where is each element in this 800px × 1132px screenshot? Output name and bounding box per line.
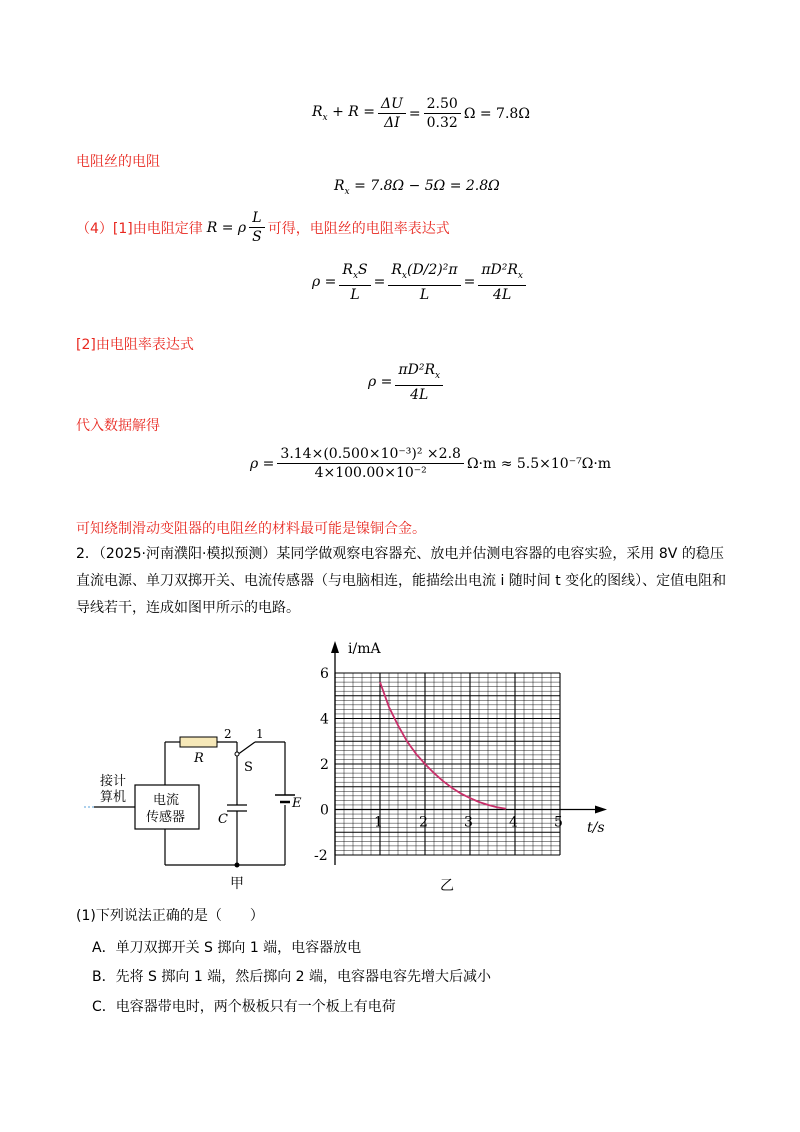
chart-caption: 乙 bbox=[440, 878, 454, 894]
switch-label: S bbox=[244, 760, 253, 775]
question-2 bbox=[76, 541, 736, 622]
sub-question-1: (1)下列说法正确的是（ ） bbox=[76, 908, 264, 924]
sensor-label-1: 电流 bbox=[153, 793, 180, 808]
x-axis-arrow bbox=[595, 806, 607, 814]
text-conclusion: 可知绕制滑动变阻器的电阻丝的材料最可能是镍铜合金。 bbox=[76, 521, 426, 537]
option-b[interactable]: B．先将 S 掷向 1 端，然后掷向 2 端，电容器电容先增大后减小 bbox=[92, 969, 492, 985]
terminal-1: 1 bbox=[256, 727, 264, 741]
eq1-rhs: Ω = 7.8Ω bbox=[463, 105, 530, 122]
eq1-den1: ΔI bbox=[384, 115, 400, 131]
equation-numeric: ρ = $\frac{\text{3.14×(0.500×10⁻³)² ×2.8}}{\text{4×100.00×10⁻²}}$ Ω·m ≈ 5.5×10⁻⁷Ω·m bbox=[250, 446, 612, 481]
eq1-den2: 0.32 bbox=[426, 115, 458, 131]
y-tick-label: -2 bbox=[314, 848, 328, 864]
equation-resistivity-derivation: ρ = $\frac{R_xS}{L}$ = $\frac{R_x(D/2)^2\pi}{L}$ = $\frac{\pi D^2R_x}{4L}$ bbox=[312, 262, 529, 303]
current-time-chart bbox=[300, 633, 620, 898]
equation-rx-plus-r: $R_x + R$ = $\frac{\Delta U}{\Delta I}$ = $\frac{2.50}{0.32}$ Ω = 7.8Ω bbox=[312, 96, 530, 131]
resistor-label: R bbox=[194, 751, 204, 766]
x-axis-label: t/s bbox=[587, 820, 605, 836]
circuit-caption: 甲 bbox=[230, 876, 244, 892]
eq1-num1: ΔU bbox=[378, 96, 406, 114]
x-tick-label: 3 bbox=[464, 814, 473, 831]
switch-pivot bbox=[235, 752, 239, 756]
y-tick-label: 2 bbox=[320, 757, 329, 773]
x-tick-label: 2 bbox=[419, 814, 428, 831]
x-tick-label: 4 bbox=[509, 814, 518, 831]
y-axis-arrow bbox=[331, 641, 339, 653]
y-tick-label: 6 bbox=[320, 666, 329, 682]
terminal-2: 2 bbox=[224, 727, 232, 741]
y-tick-label: 0 bbox=[320, 802, 329, 819]
battery-label: E bbox=[292, 796, 302, 811]
computer-label-1: 接计 bbox=[100, 774, 127, 789]
q2-line2: 直流电源、单刀双掷开关、电流传感器（与电脑相连，能描绘出电流 i 随时间 t 变化的图线）、定值电阻和 bbox=[76, 573, 727, 589]
equation-rx-value: $R_x = 7.8\Omega - 5\Omega = 2.8\Omega$ bbox=[334, 178, 500, 197]
text-resistivity-expression: [2]由电阻率表达式 bbox=[76, 337, 194, 353]
text-resistance-law: （4）[1]由电阻定律 R = ρ $\frac{L}{S}$ 可得，电阻丝的电阻率表达式 bbox=[76, 210, 450, 245]
chart-axes bbox=[331, 641, 607, 865]
q2-line1: 2．（2025·河南濮阳·模拟预测）某同学做观察电容器充、放电并估测电容器的电容实验，采用 8V 的稳压 bbox=[76, 546, 724, 562]
x-tick-label: 1 bbox=[374, 814, 383, 831]
chart-grid bbox=[335, 673, 560, 855]
resistor-symbol bbox=[180, 737, 217, 747]
option-c[interactable]: C．电容器带电时，两个极板只有一个板上有电荷 bbox=[92, 999, 396, 1015]
circuit-diagram bbox=[80, 715, 320, 895]
option-a[interactable]: A．单刀双掷开关 S 掷向 1 端，电容器放电 bbox=[92, 940, 362, 956]
computer-label-2: 算机 bbox=[100, 790, 127, 805]
capacitor-label: C bbox=[218, 812, 228, 827]
text-substitute: 代入数据解得 bbox=[76, 418, 160, 434]
sensor-label-2: 传感器 bbox=[146, 810, 186, 825]
eq1-lhs: $R_x + R$ = bbox=[312, 104, 375, 123]
q2-line3: 导线若干，连成如图甲所示的电路。 bbox=[76, 600, 300, 616]
eq1-num2: 2.50 bbox=[424, 96, 461, 114]
y-tick-label: 4 bbox=[320, 711, 329, 728]
x-tick-label: 5 bbox=[554, 814, 563, 831]
y-axis-label: i/mA bbox=[348, 641, 381, 657]
equation-resistivity: ρ = $\frac{\pi D^2R_x}{4L}$ bbox=[368, 362, 446, 403]
text-resistance-label: 电阻丝的电阻 bbox=[76, 154, 160, 170]
